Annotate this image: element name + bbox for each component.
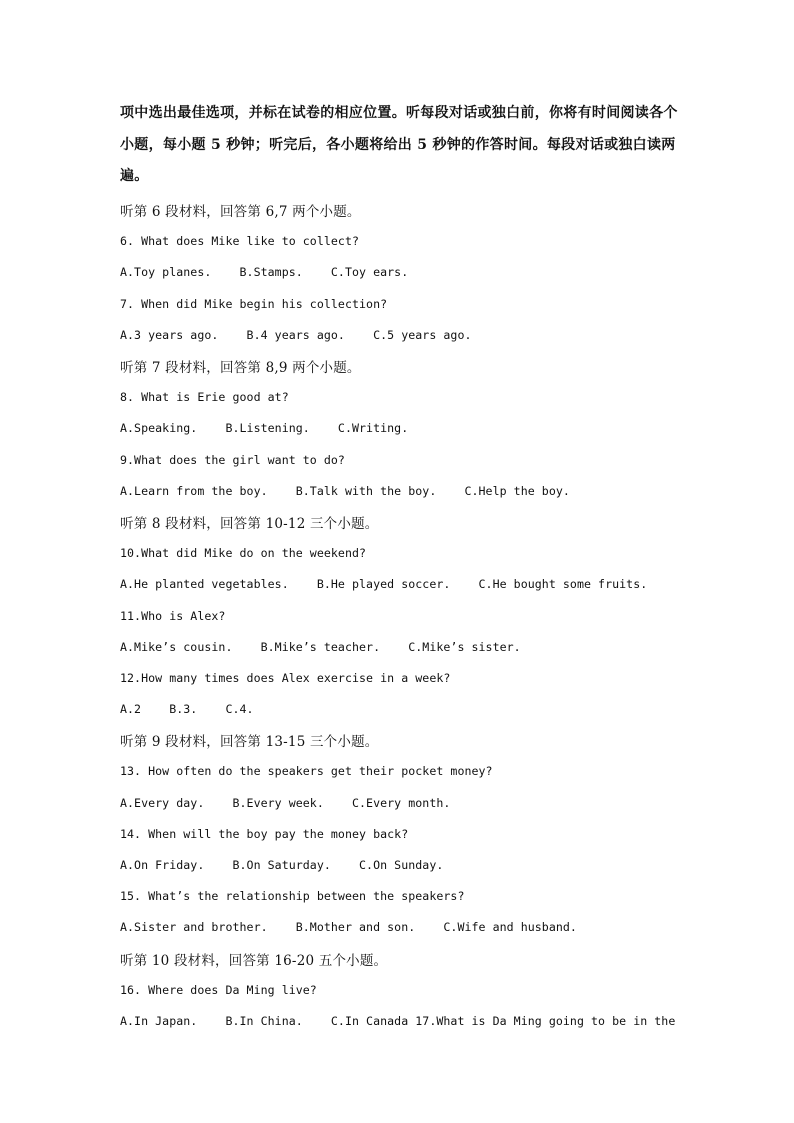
question-text: 11.Who is Alex? — [120, 608, 226, 623]
answer-options: A.Mike’s cousin. B.Mike’s teacher. C.Mike’s sister. — [120, 639, 521, 654]
section-heading: 听第 9 段材料，回答第 13-15 三个小题。 — [120, 734, 379, 751]
answer-options: A.3 years ago. B.4 years ago. C.5 years ago. — [120, 327, 472, 342]
question-text: 8. What is Erie good at? — [120, 390, 289, 405]
section-heading: 听第 10 段材料，回答第 16-20 五个小题。 — [120, 952, 388, 969]
question-text: 15. What’s the relationship between the speakers? — [120, 889, 465, 904]
question-text: 9.What does the girl want to do? — [120, 452, 345, 467]
question-list — [120, 195, 690, 1037]
answer-options: A.Learn from the boy. B.Talk with the boy. C.Help the boy. — [120, 483, 570, 498]
answer-options: A.Every day. B.Every week. C.Every month. — [120, 795, 451, 810]
section-heading: 听第 7 段材料，回答第 8,9 两个小题。 — [120, 360, 361, 377]
answer-options: A.On Friday. B.On Saturday. C.On Sunday. — [120, 858, 444, 873]
question-text: 6. What does Mike like to collect? — [120, 234, 360, 249]
answer-options: A.2 B.3. C.4. — [120, 702, 254, 717]
question-text: 13. How often do the speakers get their pocket money? — [120, 764, 493, 779]
question-text: 12.How many times does Alex exercise in a week? — [120, 670, 451, 685]
section-heading: 听第 8 段材料，回答第 10-12 三个小题。 — [120, 515, 379, 532]
section-heading: 听第 6 段材料，回答第 6,7 两个小题。 — [120, 204, 361, 221]
question-text: 16. Where does Da Ming live? — [120, 982, 317, 997]
answer-options: A.Speaking. B.Listening. C.Writing. — [120, 421, 409, 436]
answer-options: A.In Japan. B.In China. C.In Canada 17.What is Da Ming going to be in the — [120, 1013, 676, 1028]
answer-options: A.Sister and brother. B.Mother and son. C.Wife and husband. — [120, 920, 577, 935]
exam-page — [120, 98, 690, 1037]
answer-options: A.He planted vegetables. B.He played soccer. C.He bought some fruits. — [120, 577, 648, 592]
question-text: 14. When will the boy pay the money back? — [120, 826, 409, 841]
question-text: 7. When did Mike begin his collection? — [120, 296, 388, 311]
question-text: 10.What did Mike do on the weekend? — [120, 546, 367, 561]
answer-options: A.Toy planes. B.Stamps. C.Toy ears. — [120, 265, 409, 280]
instructions-paragraph: 项中选出最佳选项，并标在试卷的相应位置。听每段对话或独白前，你将有时间阅读各个小题，每小题 5 秒钟；听完后，各小题将给出 5 秒钟的作答时间。每段对话或独白读两遍。 — [120, 105, 678, 184]
